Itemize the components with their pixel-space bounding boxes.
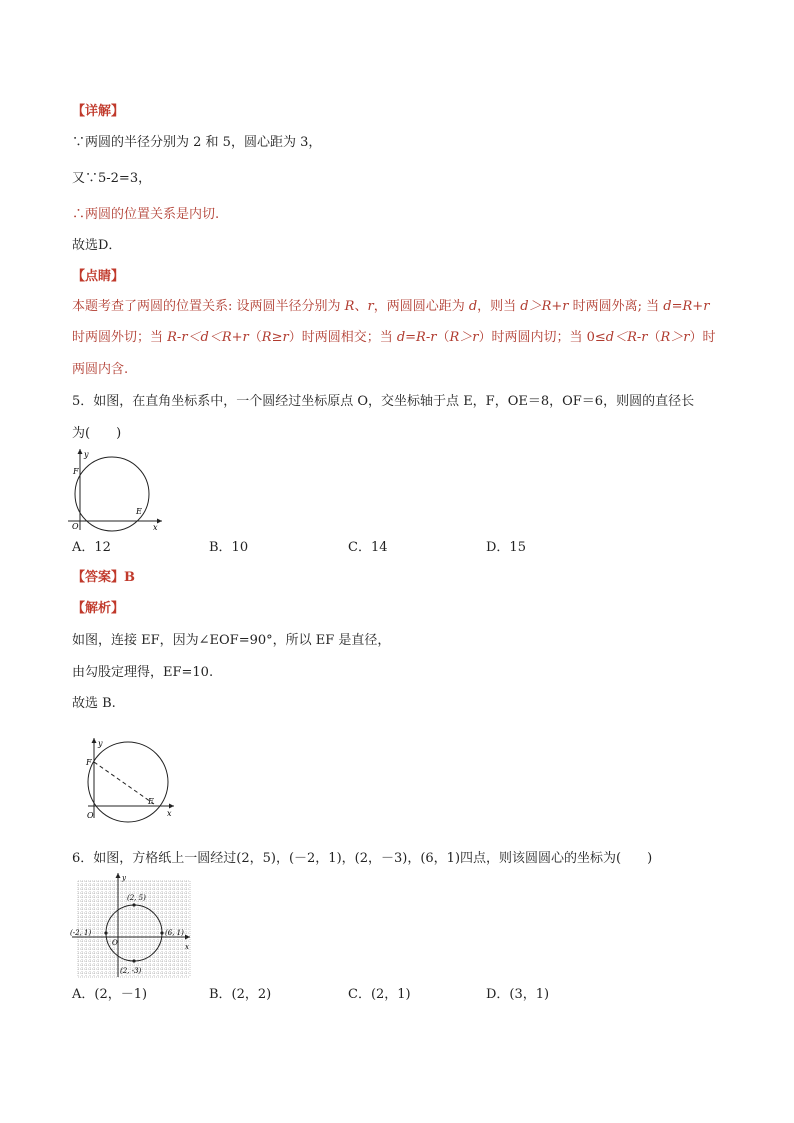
q5-stem-line-1: 5．如图，在直角坐标系中，一个圆经过坐标原点 O，交坐标轴于点 E，F，OE＝8，OF＝6，则圆的直径长 <box>72 394 695 409</box>
q5-analysis-line-3: 故选 B. <box>72 696 116 711</box>
q5-figure <box>64 446 168 532</box>
point-left <box>104 931 107 934</box>
origin-label: O <box>112 939 118 947</box>
q5-option-d: D．15 <box>486 540 526 555</box>
x-axis-label: x <box>185 943 189 951</box>
detail-line-3: ∴两圆的位置关系是内切. <box>72 207 220 222</box>
y-axis-arrow-icon <box>116 873 121 878</box>
circle-shape <box>88 742 168 822</box>
comment-text: ）时 <box>689 330 716 345</box>
comment-text: （ <box>436 330 450 345</box>
q6-option-b: B．(2，2) <box>209 987 272 1002</box>
point-bottom <box>132 959 135 962</box>
comment-line-3: 两圆内含. <box>72 362 129 377</box>
comment-var: d=R-r <box>396 330 437 345</box>
x-axis-arrow-icon <box>157 519 162 524</box>
q6-stem: 6．如图，方格纸上一圆经过(2，5)，(－2，1)，(2，－3)，(6，1)四点，则该圆圆心的坐标为( ) <box>72 851 653 866</box>
comment-text: （ <box>647 330 661 345</box>
y-axis-label: y <box>122 874 126 882</box>
x-axis-arrow-icon <box>169 804 174 809</box>
q5-stem-line-2: 为( ) <box>72 426 122 441</box>
point-bottom-label: (2, -3) <box>120 967 142 975</box>
comment-var: d <box>468 299 478 314</box>
circle-shape <box>75 457 149 531</box>
comment-var: d＞R+r <box>520 299 569 314</box>
detail-heading: 【详解】 <box>72 104 125 119</box>
point-top <box>132 903 135 906</box>
x-axis-label: x <box>167 809 172 818</box>
diameter-ef-line <box>94 762 154 804</box>
comment-text: ）时两圆内切；当 0≤ <box>478 330 606 345</box>
comment-var: R＞r <box>449 330 479 345</box>
comment-text: 时两圆外离; 当 <box>568 299 664 314</box>
comment-text: 本题考查了两圆的位置关系: 设两圆半径分别为 <box>72 299 345 314</box>
comment-line-2 <box>72 329 716 347</box>
comment-text: 、 <box>354 299 368 314</box>
point-e-label: E <box>136 507 142 516</box>
q5-solution-figure <box>84 734 180 824</box>
x-axis-arrow-icon <box>185 935 190 940</box>
point-top-label: (2, 5) <box>127 894 146 902</box>
point-f-label: F <box>86 758 92 767</box>
q5-analysis-heading: 【解析】 <box>72 601 125 616</box>
q5-option-a: A．12 <box>72 540 111 555</box>
q6-option-a: A．(2，－1) <box>72 987 148 1002</box>
point-f-label: F <box>73 467 79 476</box>
detail-line-1: ∵两圆的半径分别为 2 和 5，圆心距为 3， <box>72 135 322 150</box>
x-axis-label: x <box>153 523 158 532</box>
y-axis-label: y <box>98 739 103 748</box>
comment-line-1 <box>72 298 709 316</box>
comment-text: ）时两圆相交；当 <box>288 330 397 345</box>
y-axis-label: y <box>84 450 89 459</box>
q6-grid-figure <box>70 871 194 979</box>
comment-var: d=R+r <box>663 299 710 314</box>
origin-label: O <box>87 811 94 820</box>
comment-var: R≥r <box>261 330 289 345</box>
comment-var: R-r＜d＜R+r <box>167 330 249 345</box>
y-axis-arrow-icon <box>92 738 97 743</box>
point-right <box>160 931 163 934</box>
point-e-label: E <box>148 797 154 806</box>
comment-var: R＞r <box>660 330 690 345</box>
origin-label: O <box>72 522 79 531</box>
comment-text: ，则当 <box>477 299 521 314</box>
detail-line-2: 又∵5-2=3， <box>72 171 152 186</box>
y-axis-arrow-icon <box>78 449 83 454</box>
q5-option-c: C．14 <box>348 540 388 555</box>
comment-text: （ <box>248 330 262 345</box>
comment-text: 时两圆外切；当 <box>72 330 168 345</box>
comment-text: ，两圆圆心距为 <box>373 299 469 314</box>
point-left-label: (-2, 1) <box>70 929 92 937</box>
q5-analysis-line-1: 如图，连接 EF，因为∠EOF=90°，所以 EF 是直径， <box>72 633 391 648</box>
detail-line-4: 故选D． <box>72 238 122 253</box>
q5-answer: 【答案】B <box>72 570 135 585</box>
comment-heading: 【点睛】 <box>72 269 125 284</box>
q5-analysis-line-2: 由勾股定理得，EF=10. <box>72 665 214 680</box>
q6-option-d: D．(3，1) <box>486 987 550 1002</box>
q6-option-c: C．(2，1) <box>348 987 411 1002</box>
comment-var: r <box>367 299 374 314</box>
comment-var: R <box>344 299 355 314</box>
q5-option-b: B．10 <box>209 540 249 555</box>
comment-var: d＜R-r <box>605 330 648 345</box>
point-right-label: (6, 1) <box>165 929 184 937</box>
